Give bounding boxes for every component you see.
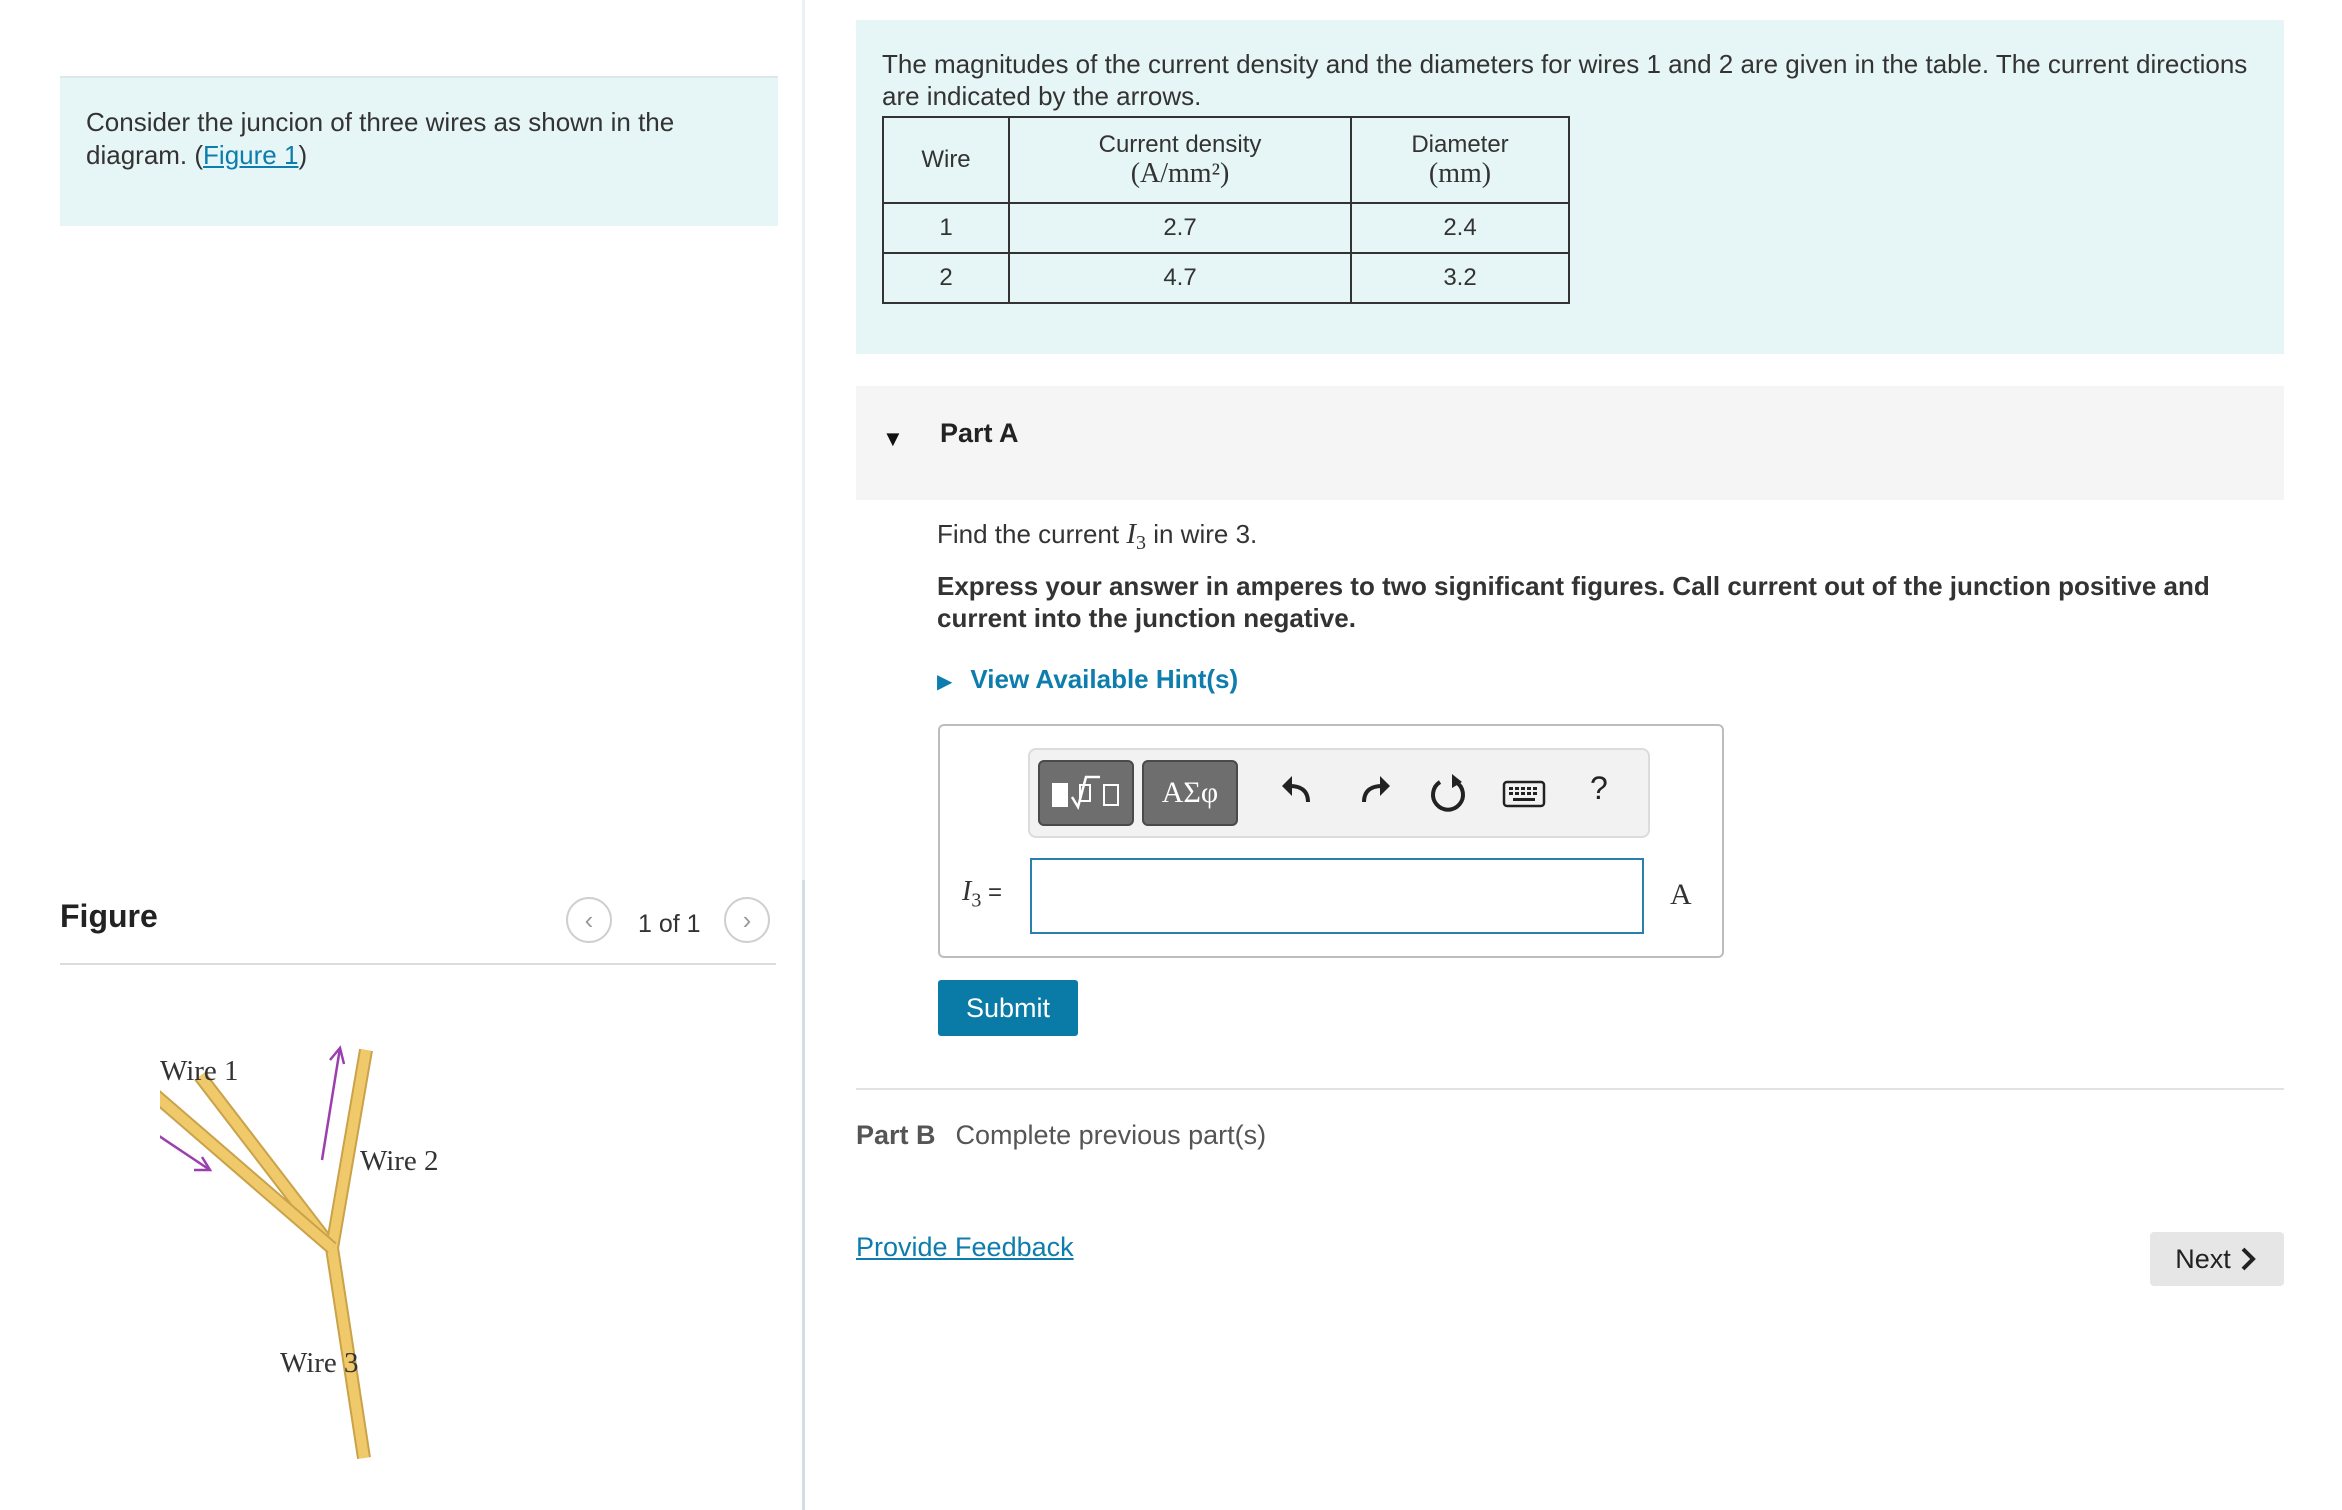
data-table	[882, 116, 1570, 304]
next-button[interactable]	[2150, 1232, 2284, 1286]
figure-link[interactable]: Figure 1	[203, 140, 299, 170]
next-label: Next	[2175, 1243, 2231, 1274]
cell-diameter: 3.2	[1351, 253, 1569, 303]
part-b-divider	[856, 1088, 2284, 1090]
part-b-title: Part B	[856, 1120, 936, 1150]
wires	[200, 1050, 366, 1458]
templates-button[interactable]	[1038, 760, 1134, 826]
header-density-label: Current density	[1098, 131, 1262, 158]
part-a-instructions: Express your answer in amperes to two significant figures. Call current out of the junction positive and current into the junction negative.	[937, 571, 2210, 633]
provide-feedback-link[interactable]: Provide Feedback	[856, 1232, 1074, 1262]
templates-icon	[1046, 771, 1126, 815]
figure-divider	[60, 963, 776, 965]
caret-down-icon[interactable]: ▼	[882, 426, 904, 451]
intro-body: Consider the juncion of three wires as shown in the diagram. (	[86, 107, 675, 170]
table-row	[883, 203, 1569, 253]
part-b-status: Complete previous part(s)	[955, 1120, 1267, 1150]
header-diameter-label: Diameter	[1411, 131, 1509, 158]
header-diameter-unit: (mm)	[1428, 158, 1492, 189]
chevron-right-icon: ›	[742, 904, 752, 935]
answer-sub: 3	[971, 889, 982, 912]
problem-statement	[856, 20, 2284, 354]
part-a-header[interactable]	[856, 386, 2284, 500]
reset-icon[interactable]	[1426, 772, 1470, 816]
part-a-prompt	[937, 518, 1257, 555]
header-wire: Wire	[883, 117, 1009, 203]
part-b-row	[856, 1120, 1266, 1151]
chevron-right-icon	[2237, 1246, 2259, 1272]
cell-density: 4.7	[1009, 253, 1351, 303]
prompt-post: in wire 3.	[1145, 519, 1258, 549]
answer-box	[938, 724, 1724, 958]
table-header-row	[883, 117, 1569, 203]
answer-var: I	[962, 876, 972, 907]
header-diameter	[1351, 117, 1569, 203]
greek-symbols-button[interactable]: ΑΣφ	[1142, 760, 1238, 826]
figure-count: 1 of 1	[638, 910, 701, 938]
part-a-title: Part A	[940, 418, 1019, 448]
answer-input[interactable]	[1030, 858, 1644, 934]
wire-1-label: Wire 1	[160, 1055, 239, 1087]
undo-icon[interactable]	[1278, 772, 1318, 812]
prompt-sub: 3	[1135, 532, 1146, 555]
chevron-left-icon: ‹	[584, 904, 594, 935]
junction-diagram	[160, 1020, 680, 1470]
cell-diameter: 2.4	[1351, 203, 1569, 253]
figure-title: Figure	[60, 898, 158, 934]
view-hints-link[interactable]	[937, 664, 1238, 695]
help-button[interactable]: ?	[1590, 770, 1608, 806]
math-toolbar	[1028, 748, 1650, 838]
wire-1-full	[160, 1076, 332, 1248]
header-density	[1009, 117, 1351, 203]
figure-prev-button[interactable]	[566, 897, 612, 943]
answer-eq: =	[981, 879, 1003, 906]
cell-wire: 1	[883, 203, 1009, 253]
hint-label: View Available Hint(s)	[970, 664, 1239, 694]
prompt-var: I	[1126, 518, 1136, 550]
submit-button[interactable]: Submit	[938, 980, 1078, 1036]
figure-next-button[interactable]	[724, 897, 770, 943]
prompt-pre: Find the current	[937, 519, 1127, 549]
redo-icon[interactable]	[1354, 772, 1394, 812]
left-panel	[0, 0, 806, 1510]
answer-unit: A	[1670, 878, 1692, 911]
keyboard-icon[interactable]	[1502, 780, 1546, 808]
panel-divider-top	[802, 0, 805, 880]
wire-2-label: Wire 2	[360, 1145, 439, 1177]
cell-density: 2.7	[1009, 203, 1351, 253]
intro-text	[60, 76, 778, 226]
cell-wire: 2	[883, 253, 1009, 303]
answer-label	[962, 876, 1002, 913]
wire-3-label: Wire 3	[280, 1347, 359, 1379]
table-row	[883, 253, 1569, 303]
intro-close: )	[298, 140, 308, 170]
wire-2-arrow	[322, 1048, 340, 1160]
caret-right-icon: ▶	[937, 671, 953, 693]
problem-text: The magnitudes of the current density and the diameters for wires 1 and 2 are given in the table. The current directions are indicated by the arrows.	[882, 49, 2248, 111]
header-density-unit: (A/mm²)	[1130, 158, 1230, 189]
